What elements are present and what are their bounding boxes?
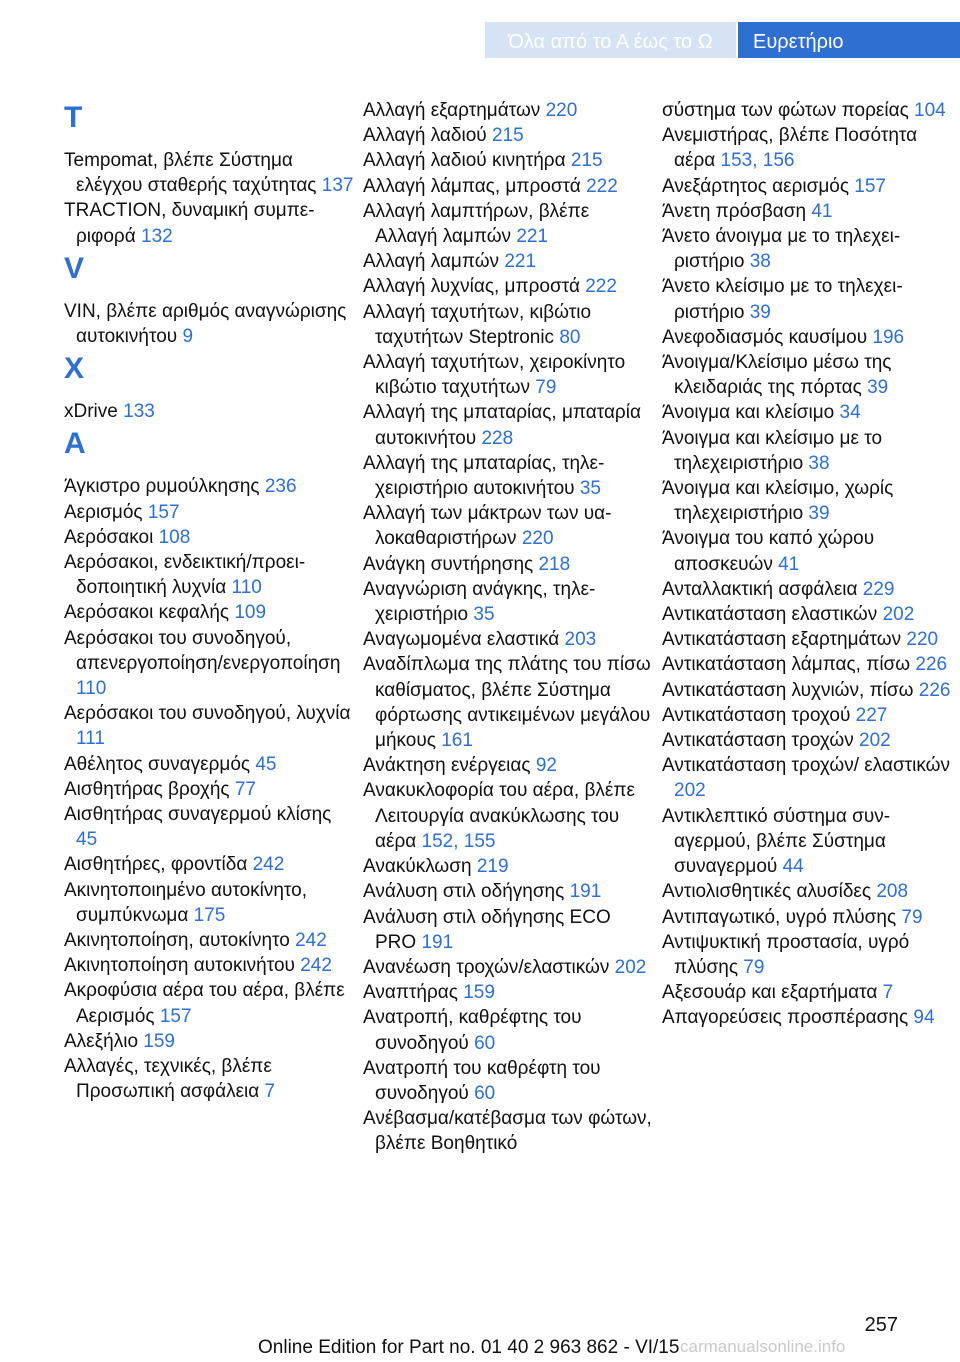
header-bar bbox=[0, 0, 960, 58]
index-entry-text: VIN, βλέπε αριθμός αναγνώρισης αυτοκινήτου bbox=[64, 300, 347, 348]
index-entry-page-link[interactable]: 79 bbox=[535, 377, 557, 399]
index-entry-text: Άνετη πρόσβαση bbox=[662, 200, 812, 222]
index-entry-text: Αντικατάσταση τροχού bbox=[662, 704, 856, 726]
index-entry-text: Αλλαγή λαδιού bbox=[363, 125, 492, 147]
index-entry-text: xDrive bbox=[64, 401, 124, 423]
edition-note: Online Edition for Part no. 01 40 2 963 862 - VI/15 bbox=[258, 1337, 680, 1358]
index-entry-text: Ανέβασμα/κατέβασμα των φώτων, βλέπε Βοηθητικό bbox=[363, 1108, 652, 1155]
index-entry bbox=[662, 199, 952, 224]
index-entry-page-link[interactable]: 191 bbox=[569, 881, 602, 903]
index-entry-page-link[interactable]: 41 bbox=[811, 200, 833, 222]
index-entry-page-link[interactable]: 94 bbox=[913, 1007, 935, 1029]
index-letter-heading: T bbox=[64, 101, 83, 134]
index-entry bbox=[662, 728, 952, 753]
index-entry-page-link[interactable]: 34 bbox=[839, 402, 861, 424]
index-entry bbox=[662, 577, 952, 602]
index-entry bbox=[662, 652, 952, 677]
index-entry-page-link[interactable]: 215 bbox=[491, 125, 524, 147]
index-entry bbox=[363, 879, 653, 904]
index-entry-text: Αντικατάσταση λάμπας, πίσω bbox=[662, 654, 916, 676]
index-entry-text: Αλλαγή της μπαταρίας, μπαταρία αυτοκινήτου bbox=[363, 402, 641, 449]
index-entry bbox=[363, 1056, 653, 1106]
index-entry-page-link[interactable]: 60 bbox=[474, 1032, 496, 1054]
index-entry bbox=[363, 552, 653, 577]
index-entry bbox=[363, 627, 653, 652]
index-entry-page-link[interactable]: 242 bbox=[300, 955, 332, 977]
index-entry bbox=[363, 174, 653, 199]
index-entry-page-link[interactable]: 137 bbox=[321, 175, 354, 197]
index-entry-page-link[interactable]: 133 bbox=[123, 401, 155, 423]
index-entry-text: Αλλαγή λαδιού κινητήρα bbox=[363, 150, 571, 172]
index-entry-text: Ανατροπή του καθρέφτη του συνοδηγού bbox=[363, 1057, 601, 1104]
index-entry bbox=[64, 752, 354, 777]
index-entry-page-link[interactable]: 7 bbox=[264, 1081, 276, 1103]
index-entry bbox=[662, 426, 952, 476]
index-entry-text: Αλλαγή ταχυτήτων, κιβώτιο ταχυτήτων Steptronic bbox=[363, 301, 592, 348]
index-entry-text: Ανάλυση στιλ οδήγησης bbox=[363, 881, 570, 903]
index-entry-text: Αλλαγή της μπαταρίας, τηλεχειριστήριο αυτοκινήτου bbox=[363, 452, 605, 500]
index-entry bbox=[662, 753, 952, 803]
index-entry-text: Αερόσακοι του συνοδηγού, λυχνία bbox=[64, 703, 351, 725]
index-entry-text: Ανανέωση τροχών/ελαστικών bbox=[363, 956, 615, 978]
index-entry bbox=[64, 701, 354, 751]
index-entry bbox=[363, 980, 653, 1005]
index-entry-text: Αθέλητος συναγερμός bbox=[64, 753, 256, 775]
index-entry-text: Αναδίπλωμα της πλάτης του πίσω καθίσματος, βλέπε Σύστημα φόρτωσης αντικειμένων μεγάλου μήκους bbox=[363, 654, 651, 752]
index-entry bbox=[363, 778, 653, 854]
index-entry-text: Αναγνώριση ανάγκης, τηλεχειριστήριο bbox=[363, 578, 596, 626]
index-entry-text: Άνοιγμα και κλείσιμο με το τηλεχειριστήριο bbox=[662, 427, 883, 474]
index-entry-page-link[interactable]: 159 bbox=[463, 982, 495, 1004]
section-tab[interactable]: Ευρετήριο bbox=[738, 22, 960, 58]
index-entry-text: Αλλαγή εξαρτημάτων bbox=[363, 100, 546, 121]
index-entry bbox=[363, 98, 653, 123]
index-entry bbox=[64, 953, 354, 978]
index-entry bbox=[64, 928, 354, 953]
index-entry bbox=[64, 198, 354, 248]
index-entry bbox=[363, 753, 653, 778]
index-entry-text: Ανταλλακτική ασφάλεια bbox=[662, 578, 863, 600]
index-entry-text: Άνετο άνοιγμα με το τηλεχειριστήριο bbox=[662, 226, 901, 273]
index-entry bbox=[662, 627, 952, 652]
index-entry-page-link[interactable]: 159 bbox=[143, 1030, 175, 1052]
index-entry-page-link[interactable]: 80 bbox=[559, 326, 581, 348]
index-entry-text: Άνοιγμα και κλείσιμο, χωρίς τηλεχειριστήριο bbox=[662, 478, 894, 525]
index-entry-page-link[interactable]: 220 bbox=[906, 629, 939, 651]
index-entry bbox=[363, 400, 653, 450]
index-entry-page-link[interactable]: 218 bbox=[538, 553, 571, 575]
index-entry-page-link[interactable]: 215 bbox=[570, 150, 603, 172]
index-entry-page-link[interactable]: 229 bbox=[862, 578, 895, 600]
index-entry-page-link[interactable]: 45 bbox=[76, 829, 98, 851]
index-entry-text: Αλλαγές, τεχνικές, βλέπε Προσωπική ασφάλεια bbox=[64, 1056, 272, 1103]
index-entry-page-link[interactable]: 132 bbox=[141, 225, 173, 247]
index-entry bbox=[662, 350, 952, 400]
index-entry-page-link[interactable]: 226 bbox=[918, 679, 951, 701]
index-entry bbox=[662, 274, 952, 324]
index-entry-text: Αναπτήρας bbox=[363, 982, 464, 1004]
index-entry-text: Αλλαγή λαμπών bbox=[363, 251, 505, 273]
index-entry-page-link[interactable]: 77 bbox=[234, 778, 256, 800]
index-entry-page-link[interactable]: 92 bbox=[535, 755, 557, 777]
index-entry-text: Αλλαγή ταχυτήτων, χειροκίνητο κιβώτιο ταχυτήτων bbox=[363, 352, 626, 399]
index-entry bbox=[363, 905, 653, 955]
index-entry-text: Αλλαγή λυχνίας, μπροστά bbox=[363, 276, 586, 298]
index-entry-text: Αντιψυκτική προστασία, υγρό πλύσης bbox=[662, 931, 910, 978]
index-entry-page-link[interactable]: 226 bbox=[915, 654, 948, 676]
index-entry bbox=[64, 1054, 354, 1104]
index-entry-page-link[interactable]: 175 bbox=[193, 904, 226, 926]
index-entry-text: Αλλαγή λάμπας, μπροστά bbox=[363, 175, 587, 197]
index-entry-page-link[interactable]: 79 bbox=[743, 956, 765, 978]
index-entry bbox=[64, 978, 354, 1028]
index-entry-page-link[interactable]: 7 bbox=[882, 982, 894, 1004]
index-letter-heading: V bbox=[64, 251, 85, 285]
index-entry-page-link[interactable]: 60 bbox=[474, 1082, 496, 1104]
page-number: 257 bbox=[864, 1314, 898, 1336]
index-entry-page-link[interactable]: 38 bbox=[749, 251, 771, 273]
index-entry-text: Ανεφοδιασμός καυσίμου bbox=[662, 326, 873, 348]
index-entry bbox=[64, 878, 354, 928]
index-entry bbox=[363, 652, 653, 753]
index-entry bbox=[64, 474, 354, 499]
index-entry bbox=[64, 600, 354, 625]
index-entry-text: Ανατροπή, καθρέφτης του συνοδηγού bbox=[363, 1007, 582, 1054]
index-entry bbox=[662, 930, 952, 980]
index-entry bbox=[64, 500, 354, 525]
index-entry-page-link[interactable]: 208 bbox=[876, 881, 909, 903]
index-entry-page-link[interactable]: 108 bbox=[158, 526, 191, 548]
index-entry-text: TRACTION, δυναμική συμπεριφορά bbox=[64, 200, 315, 247]
index-entry-page-link[interactable]: 221 bbox=[504, 251, 537, 273]
index-entry-page-link[interactable]: 221 bbox=[516, 226, 549, 248]
index-entry bbox=[662, 526, 952, 576]
index-entry-text: Ανακύκλωση bbox=[363, 856, 477, 878]
index-entry-page-link[interactable]: 242 bbox=[295, 930, 327, 952]
index-entry bbox=[662, 804, 952, 880]
index-entry-text: Άνετο κλείσιμο με το τηλεχειριστήριο bbox=[662, 276, 903, 323]
index-entry-page-link[interactable]: 236 bbox=[264, 476, 297, 498]
index-entry bbox=[363, 199, 653, 249]
index-entry-text: Ακινητοποιημένο αυτοκίνητο, συμπύκνωμα bbox=[64, 879, 308, 926]
index-entry-page-link[interactable]: 202 bbox=[614, 956, 647, 978]
index-entry-text: Ανάγκη συντήρησης bbox=[363, 553, 539, 575]
index-entry bbox=[662, 678, 952, 703]
index-entry-page-link[interactable]: 219 bbox=[476, 856, 509, 878]
index-entry bbox=[64, 525, 354, 550]
index-entry-text: Ανακυκλοφορία του αέρα, βλέπε Λειτουργία ανακύκλωσης του αέρα bbox=[363, 780, 635, 852]
index-entry-text: Αερόσακοι του συνοδηγού, απενεργοποίηση/ενεργοποίηση bbox=[64, 627, 341, 674]
index-entry bbox=[662, 905, 952, 930]
index-entry-page-link[interactable]: 222 bbox=[585, 276, 617, 298]
index-entry-text: Αισθητήρες, φροντίδα bbox=[64, 854, 253, 876]
index-entry-page-link[interactable]: 242 bbox=[252, 854, 285, 876]
index-entry-page-link[interactable]: 202 bbox=[882, 604, 915, 626]
index-entry bbox=[662, 703, 952, 728]
index-entry-text: Αντικατάσταση εξαρτημάτων bbox=[662, 629, 907, 651]
index-entry-page-link[interactable]: 203 bbox=[564, 629, 597, 651]
index-entry-page-link[interactable]: 39 bbox=[808, 503, 830, 525]
index-entry bbox=[363, 854, 653, 879]
index-entry bbox=[363, 501, 653, 551]
index-entry bbox=[363, 249, 653, 274]
index-entry-text: Ακινητοποίηση, αυτοκίνητο bbox=[64, 930, 296, 952]
index-entry bbox=[363, 350, 653, 400]
index-entry bbox=[662, 476, 952, 526]
index-entry-text: Ανάκτηση ενέργειας bbox=[363, 755, 536, 777]
index-entry-page-link[interactable]: 157 bbox=[159, 1005, 192, 1027]
index-entry bbox=[64, 299, 354, 349]
index-entry-text: Αισθητήρας συναγερμού κλίσης bbox=[64, 804, 332, 826]
index-entry-page-link[interactable]: 104 bbox=[914, 100, 946, 121]
index-entry-page-link[interactable]: 39 bbox=[749, 301, 771, 323]
index-entry-text: Ακινητοποίηση αυτοκινήτου bbox=[64, 955, 301, 977]
index-entry-text: Αντιολισθητικές αλυσίδες bbox=[662, 881, 877, 903]
index-entry-page-link[interactable]: 35 bbox=[473, 604, 495, 626]
index-entry bbox=[662, 879, 952, 904]
index-entry-text: Αντικατάσταση ελαστικών bbox=[662, 604, 883, 626]
index-entry-page-link[interactable]: 220 bbox=[521, 528, 554, 550]
index-entry-page-link[interactable]: 79 bbox=[901, 906, 923, 928]
index-entry-page-link[interactable]: 44 bbox=[782, 856, 804, 878]
index-column-2 bbox=[363, 98, 653, 1157]
index-entry bbox=[662, 174, 952, 199]
index-entry bbox=[363, 123, 653, 148]
index-entry-page-link[interactable]: 45 bbox=[255, 753, 277, 775]
index-entry-page-link[interactable]: 109 bbox=[234, 602, 267, 624]
index-entry bbox=[64, 626, 354, 702]
index-entry bbox=[662, 602, 952, 627]
index-entry-page-link[interactable]: 196 bbox=[872, 326, 905, 348]
index-entry bbox=[64, 148, 354, 198]
index-entry-text: Αντιπαγωτικό, υγρό πλύσης bbox=[662, 906, 902, 928]
index-entry-text: Αντικατάσταση λυχνιών, πίσω bbox=[662, 679, 919, 701]
index-entry bbox=[363, 1106, 653, 1156]
index-entry-page-link[interactable]: 202 bbox=[859, 730, 891, 752]
index-entry bbox=[363, 1005, 653, 1055]
index-entry-page-link[interactable]: 9 bbox=[182, 326, 194, 348]
index-entry-page-link[interactable]: 41 bbox=[778, 553, 800, 575]
index-entry-text: Αερόσακοι, ενδεικτική/προειδοποιητική λυχνία bbox=[64, 552, 306, 599]
index-entry-text: Άνοιγμα/Κλείσιμο μέσω της κλειδαριάς της πόρτας bbox=[662, 352, 892, 399]
index-entry-text: Αερόσακοι κεφαλής bbox=[64, 602, 235, 624]
index-entry-text: Αντικατάσταση τροχών/ ελαστικών bbox=[662, 755, 950, 777]
index-entry-text: Άνοιγμα του καπό χώρου αποσκευών bbox=[662, 528, 875, 575]
index-entry-page-link[interactable]: 39 bbox=[867, 377, 889, 399]
index-entry-page-link[interactable]: 157 bbox=[147, 501, 180, 523]
index-entry-text: Αξεσουάρ και εξαρτήματα bbox=[662, 982, 883, 1004]
index-entry-page-link[interactable]: 228 bbox=[481, 427, 514, 449]
index-entry bbox=[363, 300, 653, 350]
index-entry-text: Αντικλεπτικό σύστημα συναγερμού, βλέπε Σύστημα συναγερμού bbox=[662, 805, 891, 878]
index-entry-text: Άγκιστρο ρυμούλκησης bbox=[64, 476, 265, 498]
index-entry-text: Αλλαγή λαμπτήρων, βλέπε Αλλαγή λαμπών bbox=[363, 200, 590, 248]
index-entry bbox=[64, 777, 354, 802]
index-entry-text: Απαγορεύσεις προσπέρασης bbox=[662, 1007, 914, 1029]
index-entry-text: Αλεξήλιο bbox=[64, 1030, 144, 1052]
index-entry bbox=[662, 224, 952, 274]
chapter-tab[interactable]: Όλα από το Α έως το Ω bbox=[485, 22, 736, 58]
index-entry-page-link[interactable]: 35 bbox=[579, 478, 601, 500]
index-entry bbox=[363, 451, 653, 501]
index-entry-text: Ανεμιστήρας, βλέπε Ποσότητα αέρα bbox=[662, 125, 918, 172]
index-entry-text: Αερισμός bbox=[64, 501, 148, 523]
index-entry bbox=[64, 852, 354, 877]
index-entry bbox=[363, 955, 653, 980]
index-entry-page-link[interactable]: 222 bbox=[586, 175, 618, 197]
index-entry bbox=[662, 325, 952, 350]
index-entry-page-link[interactable]: 157 bbox=[854, 175, 886, 197]
index-entry bbox=[662, 980, 952, 1005]
watermark: carmanualsonline.info bbox=[680, 1337, 846, 1356]
index-entry-page-link[interactable]: 191 bbox=[421, 931, 454, 953]
index-entry bbox=[662, 400, 952, 425]
index-entry bbox=[363, 148, 653, 173]
index-entry bbox=[363, 577, 653, 627]
index-entry-page-link[interactable]: 152, 155 bbox=[421, 830, 496, 852]
index-entry-page-link[interactable]: 202 bbox=[674, 780, 706, 802]
index-entry bbox=[662, 1005, 952, 1030]
index-entry-text: σύστημα των φώτων πορείας bbox=[662, 100, 915, 121]
index-entry bbox=[64, 802, 354, 852]
index-entry bbox=[363, 274, 653, 299]
index-entry-text: Αερόσακοι bbox=[64, 526, 159, 548]
index-entry-text: Αλλαγή των μάκτρων των υαλοκαθαριστήρων bbox=[363, 503, 612, 550]
index-letter-heading: Α bbox=[64, 427, 86, 461]
index-entry-page-link[interactable]: 110 bbox=[76, 678, 107, 700]
index-entry-text: Ακροφύσια αέρα του αέρα, βλέπε Αερισμός bbox=[64, 980, 345, 1027]
index-entry bbox=[64, 550, 354, 600]
index-entry-text: Ανάλυση στιλ οδήγησης ECO PRO bbox=[363, 906, 611, 953]
index-entry-text: Ανεξάρτητος αερισμός bbox=[662, 175, 855, 197]
index-entry bbox=[64, 1029, 354, 1054]
index-column-3 bbox=[662, 98, 952, 1031]
index-entry-page-link[interactable]: 161 bbox=[441, 730, 473, 752]
index-entry-page-link[interactable]: 153, 156 bbox=[720, 150, 795, 172]
index-column-1 bbox=[64, 98, 354, 1105]
index-entry bbox=[662, 98, 952, 123]
index-entry-page-link[interactable]: 220 bbox=[545, 100, 578, 121]
index-entry-text: Αντικατάσταση τροχών bbox=[662, 730, 859, 752]
index-entry-page-link[interactable]: 227 bbox=[855, 704, 888, 726]
index-entry-text: Tempomat, βλέπε Σύστημα ελέγχου σταθερής ταχύτητας bbox=[64, 150, 322, 197]
index-entry-text: Αναγωμομένα ελαστικά bbox=[363, 629, 565, 651]
index-entry-page-link[interactable]: 38 bbox=[808, 452, 830, 474]
index-entry-page-link[interactable]: 111 bbox=[76, 728, 105, 750]
index-entry-text: Άνοιγμα και κλείσιμο bbox=[662, 402, 840, 424]
index-entry bbox=[64, 399, 354, 424]
index-entry bbox=[662, 123, 952, 173]
index-entry-text: Αισθητήρας βροχής bbox=[64, 778, 235, 800]
index-entry-page-link[interactable]: 110 bbox=[231, 577, 262, 599]
index-letter-heading: X bbox=[64, 352, 85, 386]
